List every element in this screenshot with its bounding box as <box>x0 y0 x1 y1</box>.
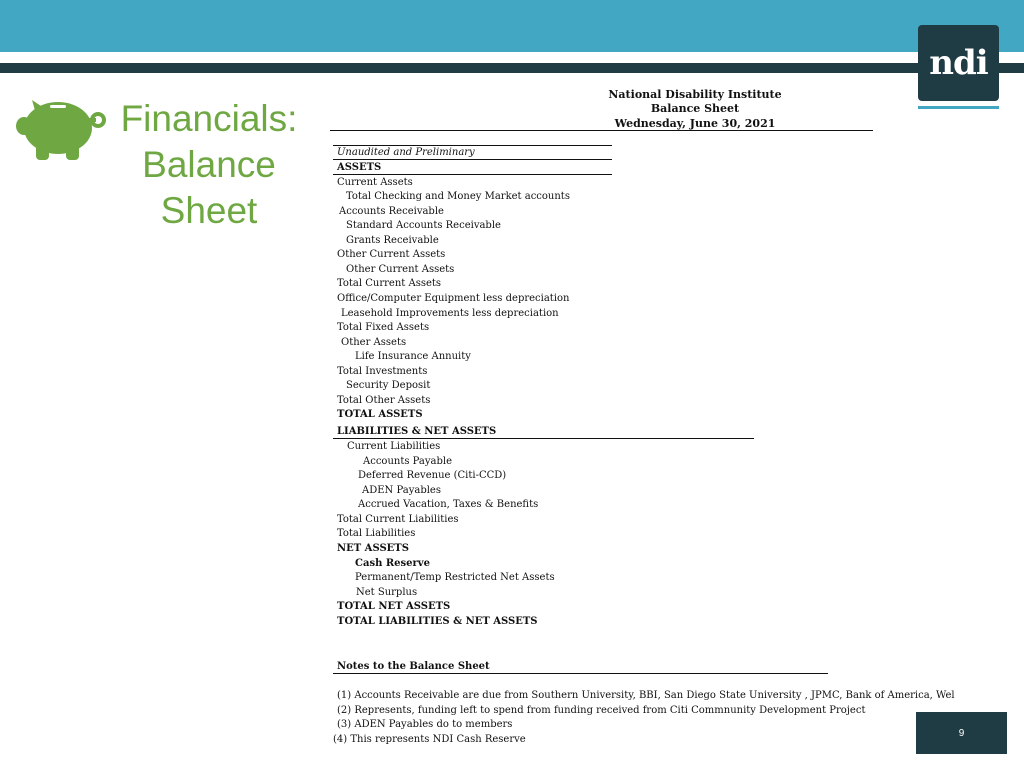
line-item: Current Assets <box>337 177 413 188</box>
title-line-2: Balance <box>142 144 276 185</box>
total-net-assets: TOTAL NET ASSETS <box>337 601 451 612</box>
line-item: Total Liabilities <box>337 528 416 539</box>
sheet-title: Balance Sheet <box>650 102 740 115</box>
sheet-date: Wednesday, June 30, 2021 <box>614 117 776 130</box>
line-item: Standard Accounts Receivable <box>346 220 501 231</box>
line-item: Life Insurance Annuity <box>355 351 471 362</box>
sheet-org-name: National Disability Institute <box>608 88 782 101</box>
line-item: Grants Receivable <box>346 235 439 246</box>
notes-rule <box>333 673 828 674</box>
logo-text: ndi <box>929 43 988 83</box>
line-item: Total Current Liabilities <box>337 514 459 525</box>
line-item: Leasehold Improvements less depreciation <box>341 308 559 319</box>
title-line-1: Financials: <box>120 98 298 139</box>
line-item: Permanent/Temp Restricted Net Assets <box>355 572 555 583</box>
header-rule <box>330 130 873 131</box>
line-item: Accounts Payable <box>363 456 453 467</box>
page-number: 9 <box>958 727 965 739</box>
line-item: Total Other Assets <box>337 395 431 406</box>
unaudited-label: Unaudited and Preliminary <box>337 147 475 158</box>
net-assets-heading: NET ASSETS <box>337 543 409 554</box>
line-item: Other Current Assets <box>346 264 455 275</box>
notes-heading: Notes to the Balance Sheet <box>337 661 490 672</box>
title-line-3: Sheet <box>160 190 258 231</box>
liabilities-rule <box>333 438 754 439</box>
line-item: Net Surplus <box>356 587 418 598</box>
line-item: Total Checking and Money Market accounts <box>346 191 570 202</box>
page-number-badge <box>916 712 1007 754</box>
line-item: Cash Reserve <box>355 558 430 569</box>
section-rule-mid <box>333 159 612 160</box>
line-item: Deferred Revenue (Citi-CCD) <box>358 470 507 481</box>
notes-list <box>330 686 955 750</box>
note-item: (2) Represents, funding left to spend from funding received from Citi Commnunity Development Project <box>337 705 866 716</box>
line-item: Total Investments <box>337 366 428 377</box>
line-item: Current Liabilities <box>347 441 441 452</box>
line-item: Office/Computer Equipment less depreciation <box>337 293 570 304</box>
liabilities-heading: LIABILITIES & NET ASSETS <box>337 426 497 437</box>
line-item: Total Fixed Assets <box>337 322 430 333</box>
line-item: Other Current Assets <box>337 249 446 260</box>
line-item: Other Assets <box>341 337 407 348</box>
total-liabilities-net-assets: TOTAL LIABILITIES & NET ASSETS <box>337 616 538 627</box>
line-item: Accrued Vacation, Taxes & Benefits <box>358 499 539 510</box>
line-item: Accounts Receivable <box>339 206 444 217</box>
line-item: ADEN Payables <box>362 485 441 496</box>
note-item: (4) This represents NDI Cash Reserve <box>333 734 526 745</box>
section-rule-bottom <box>333 174 612 175</box>
assets-heading: ASSETS <box>337 162 382 173</box>
line-item: Total Current Assets <box>337 278 442 289</box>
total-assets: TOTAL ASSETS <box>337 409 423 420</box>
note-item: (1) Accounts Receivable are due from Southern University, BBI, San Diego State University , JPMC, Bank of America, Wel <box>337 690 955 701</box>
line-item: Security Deposit <box>346 380 431 391</box>
note-item: (3) ADEN Payables do to members <box>337 719 513 730</box>
